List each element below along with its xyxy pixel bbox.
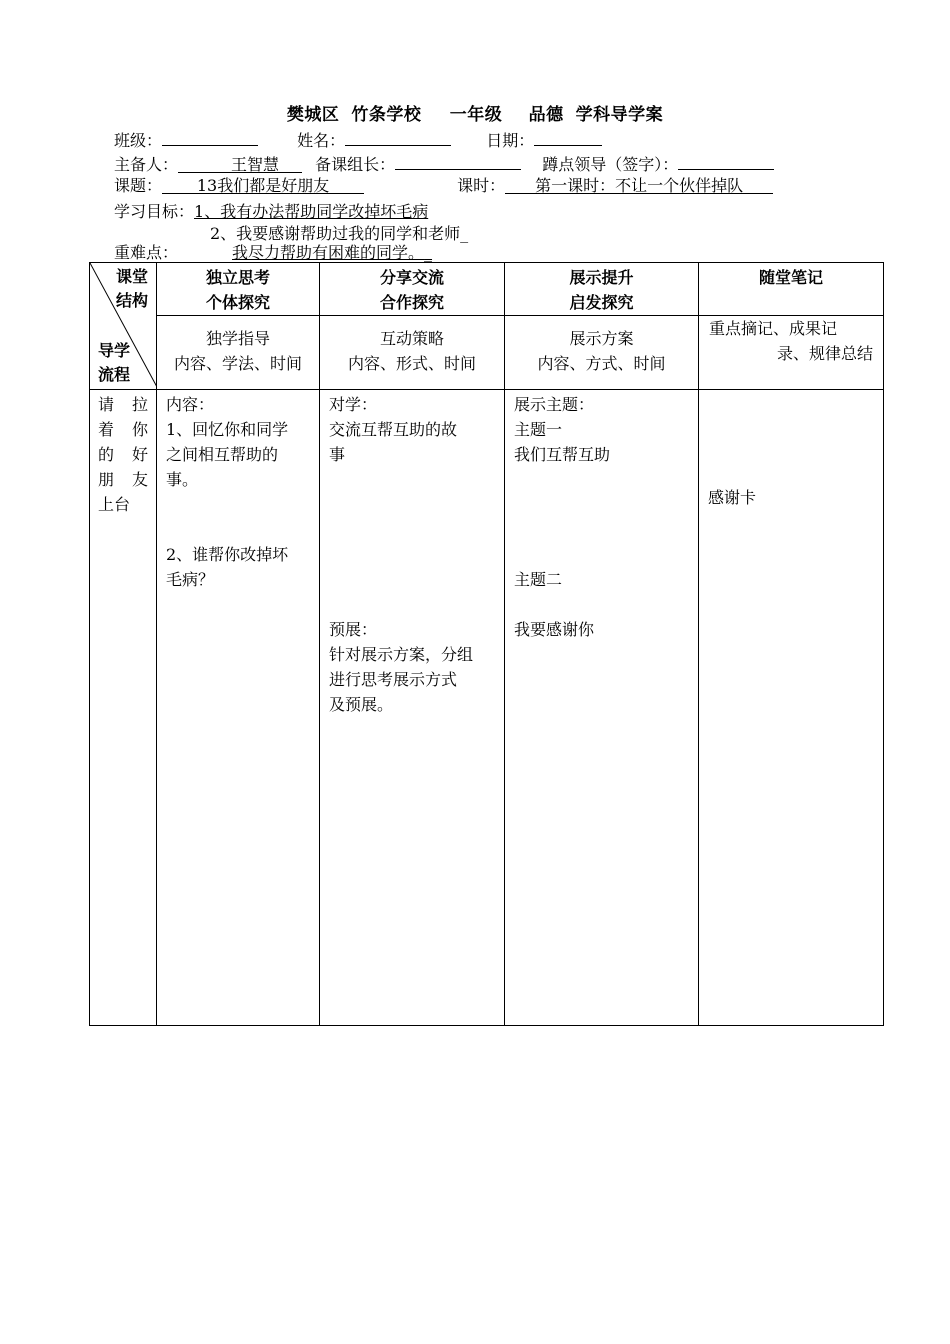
col3-header: 展示提升 启发探究	[505, 263, 699, 316]
difficulty-label: 重难点：	[114, 243, 179, 262]
cooperative-study-cell: 对学： 交流互帮互助的故 事 预展： 针对展示方案，分组 进行思考展示方式 及预展。	[320, 390, 505, 1026]
col4-subheader: 重点摘记、成果记 录、规律总结	[699, 316, 884, 390]
leader-label: 蹲点领导（签字）：	[542, 155, 679, 174]
document-title	[0, 100, 950, 125]
col1-header: 独立思考 个体探究	[157, 263, 320, 316]
class-label: 班级：	[114, 131, 163, 150]
period-value: 第一课时：不让一个伙伴掉队	[535, 176, 744, 195]
group-leader-label: 备课组长：	[315, 155, 396, 174]
topic-label: 课题：	[114, 176, 163, 195]
col1-subheader: 独学指导 内容、学法、时间	[157, 316, 320, 390]
name-field[interactable]	[345, 128, 451, 146]
col3-subheader: 展示方案 内容、方式、时间	[505, 316, 699, 390]
notes-cell: 感谢卡	[699, 390, 884, 1026]
group-leader-field[interactable]	[395, 152, 521, 170]
period-label: 课时：	[457, 176, 506, 195]
period-field[interactable]	[505, 176, 773, 194]
presentation-cell: 展示主题： 主题一 我们互帮互助 主题二 我要感谢你	[505, 390, 699, 1026]
table-subheader-row	[90, 316, 884, 390]
difficulty-row	[114, 243, 432, 263]
independent-study-cell: 内容： 1、回忆你和同学 之间相互帮助的 事。 2、谁帮你改掉坏 毛病？	[157, 390, 320, 1026]
corner-bottom-label: 导学 流程	[98, 341, 131, 384]
preparer-label: 主备人：	[114, 155, 179, 174]
goals-row-1	[114, 202, 428, 222]
info-row-1	[114, 128, 602, 151]
topic-value: 13我们都是好朋友	[196, 176, 330, 195]
goals-row-2	[210, 224, 468, 244]
col2-header: 分享交流 合作探究	[320, 263, 505, 316]
subject: 品德	[528, 105, 564, 125]
doc-type: 学科导学案	[575, 105, 664, 125]
col4-header: 随堂笔记	[699, 263, 884, 316]
school: 竹条学校	[351, 105, 422, 125]
difficulty-value: 我尽力帮助有困难的同学。_	[232, 243, 433, 262]
goal-1: 1、我有办法帮助同学改掉坏毛病	[194, 202, 429, 221]
flow-cell: 请拉 着你 的好 朋友 上台	[90, 390, 157, 1026]
info-row-3	[114, 176, 773, 196]
grade: 一年级	[449, 105, 503, 125]
corner-cell	[90, 263, 157, 390]
table-header-row	[90, 263, 884, 316]
date-field[interactable]	[534, 128, 602, 146]
date-label: 日期：	[486, 131, 535, 150]
preparer-value: 王智慧	[231, 155, 280, 174]
col2-subheader: 互动策略 内容、形式、时间	[320, 316, 505, 390]
info-row-2	[114, 152, 774, 175]
leader-signature-field[interactable]	[678, 152, 774, 170]
preparer-field[interactable]	[178, 155, 302, 173]
goals-label: 学习目标：	[114, 202, 195, 221]
goal-2: 2、我要感谢帮助过我的同学和老师_	[210, 224, 469, 243]
name-label: 姓名：	[297, 131, 346, 150]
guide-table	[89, 262, 884, 1026]
topic-field[interactable]	[162, 176, 364, 194]
corner-top-label: 课堂 结构	[115, 267, 148, 310]
table-content-row	[90, 390, 884, 1026]
difficulty-text: 我尽力帮助有困难的同学。	[232, 243, 425, 262]
district: 樊城区	[286, 105, 340, 125]
class-field[interactable]	[162, 128, 258, 146]
